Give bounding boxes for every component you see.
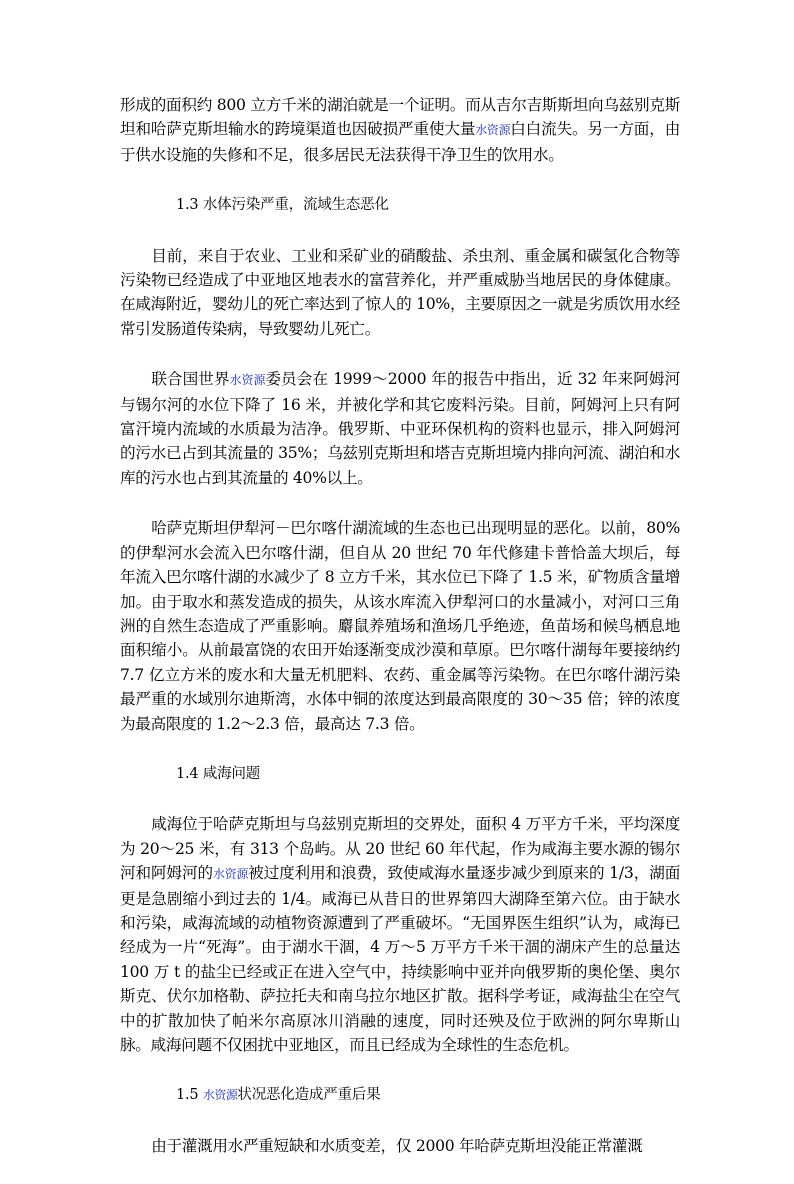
heading-text: 状况恶化造成严重后果 (237, 1087, 381, 1104)
paragraph-text: 委员会在 1999～2000 年的报告中指出，近 32 年来阿姆河与锡尔河的水位下降了 16 米，并被化学和其它废料污染。目前，阿姆河上只有阿富汗境内流域的水质最为洁净。俄罗斯、中亚环保机构的资料也显示，排入阿姆河的污水已占到其流量的 35%；乌兹别克斯坦和塔吉克斯坦境内排向河流、湖泊和水库的污水也占到其流量的 40%以上。 (120, 370, 680, 487)
paragraph-text: 白白流失。另一方面，由于供水设施的失修和不足，很多居民无法获得干净卫生的饮用水。 (120, 120, 680, 164)
water-resources-link[interactable]: 水资源 (212, 867, 249, 882)
paragraph-text: 被过度利用和浪费，致使咸海水量逐步减少到原来的 1/3，湖面更是急剧缩小到过去的 1/4。咸海已从昔日的世界第四大湖降至第六位。由于缺水和污染，咸海流域的动植物资源遭到了严重破坏。“无国界医生组织”认为，咸海已经成为一片“死海”。由于湖水干涸，4 万～5 万平方千米干涸的湖床产生的总量达 100 万 t 的盐尘已经或正在进入空气中，持续影响中亚并向俄罗斯的奥伦堡、奥尔斯克、伏尔加格勒、萨拉托夫和南乌拉尔地区扩散。据科学考证，咸海盐尘在空气中的扩散加快了帕米尔高原冰川消融的速度，同时还殃及位于欧洲的阿尔卑斯山脉。咸海问题不仅困扰中亚地区，而且已经成为全球性的生态危机。 (120, 864, 680, 1054)
section-heading-1-4: 1.4 咸海问题 (176, 765, 261, 782)
paragraph-un-report (120, 367, 680, 490)
section-heading-1-3: 1.3 水体污染严重，流域生态恶化 (176, 197, 389, 214)
paragraph-water-loss (120, 93, 680, 167)
paragraph-irrigation: 由于灌溉用水严重短缺和水质变差，仅 2000 年哈萨克斯坦没能正常灌溉 (151, 1136, 643, 1155)
paragraph-balkhash: 哈萨克斯坦伊犁河－巴尔喀什湖流域的生态也已出现明显的恶化。以前，80%的伊犁河水会流入巴尔喀什湖，但自从 20 世纪 70 年代修建卡普恰盖大坝后，每年流入巴尔喀什湖的水减少了 8 立方千米，其水位已下降了 1.5 米，矿物质含量增加。由于取水和蒸发造成的损失，从该水库流入伊犁河口的水量减小，对河口三角洲的自然生态造成了严重影响。麝鼠养殖场和渔场几乎绝迹，鱼苗场和候鸟栖息地面积缩小。从前最富饶的农田开始逐渐变成沙漠和草原。巴尔喀什湖每年要接纳约 7.7 亿立方米的废水和大量无机肥料、农药、重金属等污染物。在巴尔喀什湖污染最严重的水域別尔迪斯湾，水体中铜的浓度达到最高限度的 30～35 倍；锌的浓度为最高限度的 1.2～2.3 倍，最高达 7.3 倍。 (120, 519, 680, 733)
heading-number: 1.5 (176, 1087, 203, 1104)
section-heading-1-5 (120, 1083, 680, 1107)
water-resources-link[interactable]: 水资源 (475, 123, 511, 138)
document-page (120, 93, 680, 1184)
paragraph-text: 联合国世界 (151, 370, 230, 389)
paragraph-text: 咸海位于哈萨克斯坦与乌兹别克斯坦的交界处，面积 4 万平方千米，平均深度为 20～25 米，有 313 个岛屿。从 20 世纪 60 年代起，作为咸海主要水源的锡尔河和阿姆河的 (120, 815, 680, 883)
water-resources-link[interactable]: 水资源 (229, 373, 266, 388)
paragraph-aral-sea (120, 812, 680, 1057)
paragraph-text: 形成的面积约 800 立方千米的湖泊就是一个证明。而从吉尔吉斯斯坦向乌兹别克斯坦和哈萨克斯坦输水的跨境渠道也因破损严重使大量 (120, 96, 680, 139)
paragraph-pollution: 目前，来自于农业、工业和采矿业的硝酸盐、杀虫剂、重金属和碳氢化合物等污染物已经造成了中亚地区地表水的富营养化，并严重威胁当地居民的身体健康。在咸海附近，婴幼儿的死亡率达到了惊人的 10%，主要原因之一就是劣质饮用水经常引发肠道传染病，导致婴幼儿死亡。 (120, 246, 680, 338)
water-resources-link[interactable]: 水资源 (202, 1088, 238, 1103)
